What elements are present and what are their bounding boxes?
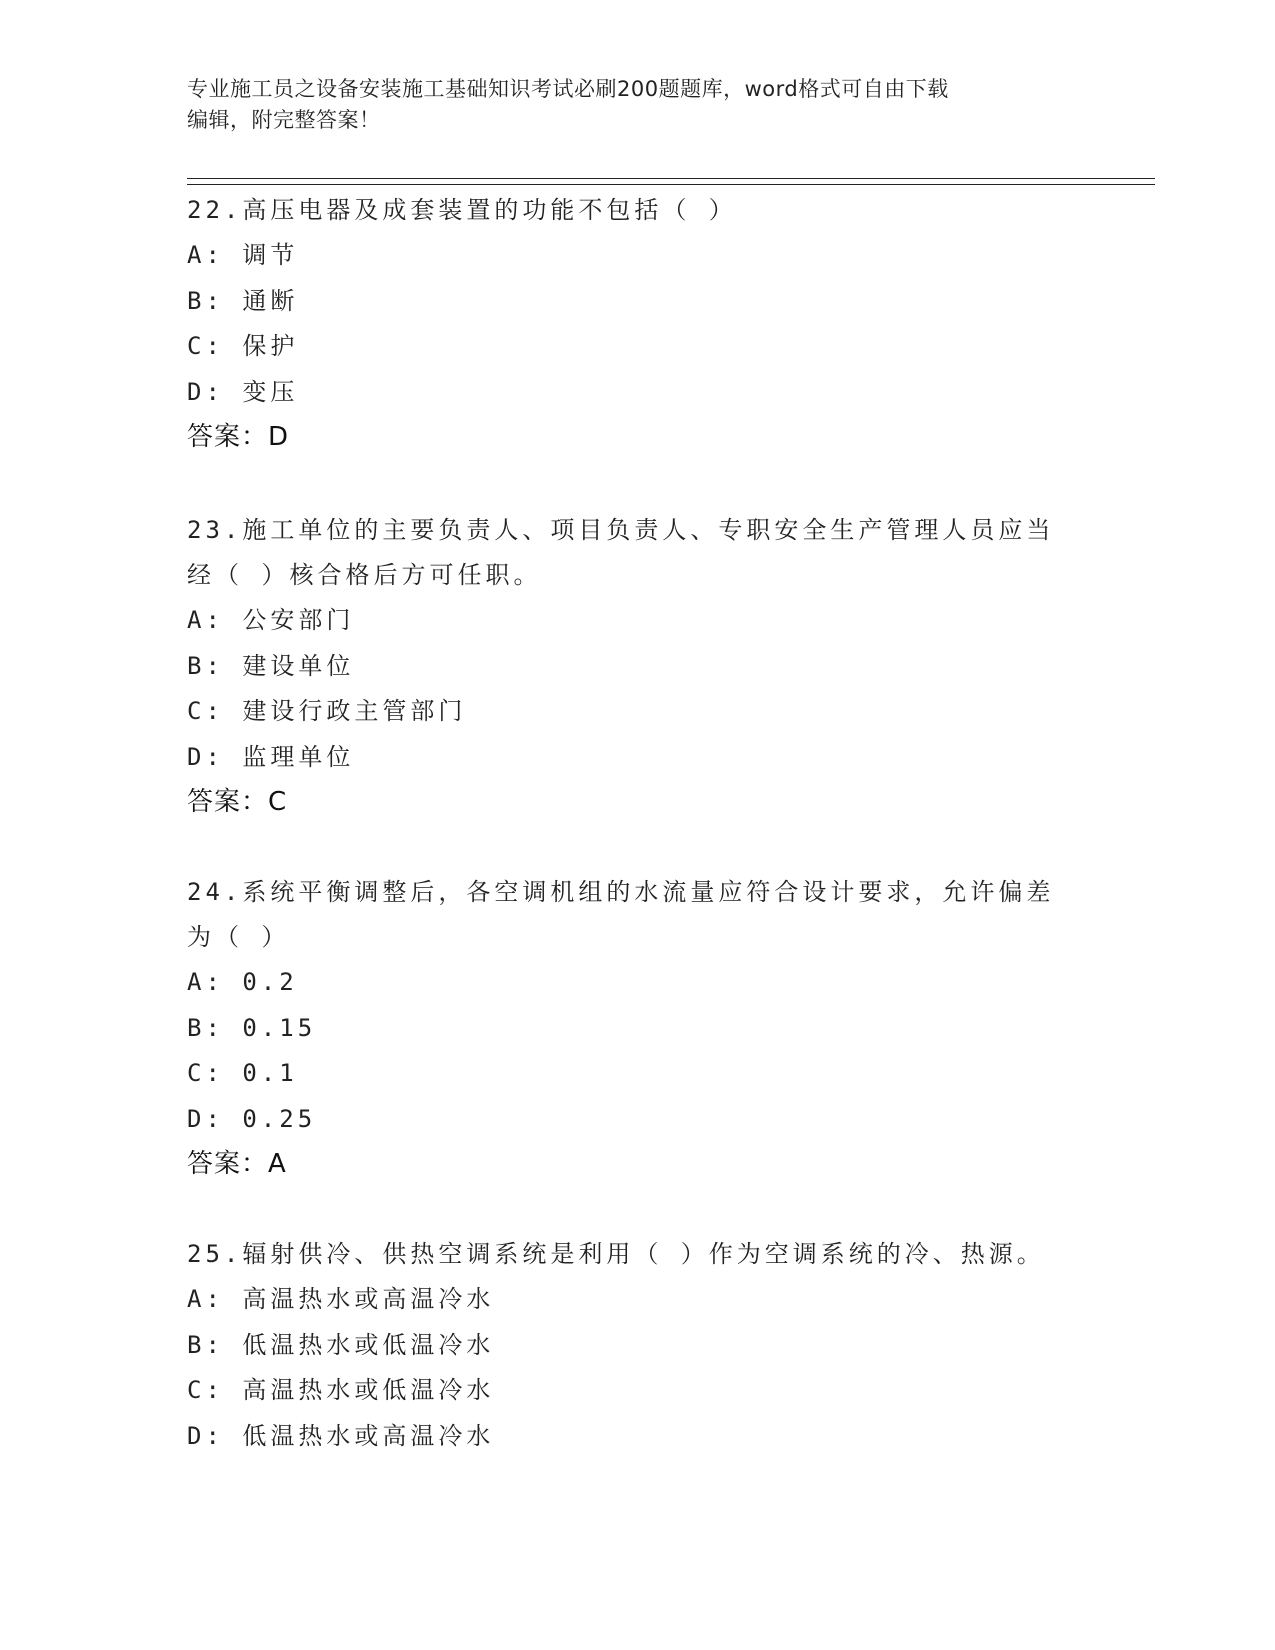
- question-stem-continued: 为（ ）: [187, 923, 290, 951]
- option-c: C: 高温热水或低温冷水: [187, 1376, 495, 1404]
- answer-line: 答案：A: [187, 1149, 287, 1179]
- option-c: C: 0.1: [187, 1059, 298, 1087]
- option-b: B: 通断: [187, 286, 299, 315]
- question-stem: 22.高压电器及成套装置的功能不包括（ ）: [187, 196, 737, 224]
- question-stem: 25.辐射供冷、供热空调系统是利用（ ）作为空调系统的冷、热源。: [187, 1240, 1045, 1268]
- option-a: A: 调节: [187, 241, 299, 269]
- option-d: D: 变压: [187, 377, 299, 406]
- header-divider-bottom: [187, 184, 1155, 185]
- question-stem: 23.施工单位的主要负责人、项目负责人、专职安全生产管理人员应当: [187, 516, 1055, 544]
- header-line-1: 专业施工员之设备安装施工基础知识考试必刷200题题库，word格式可自由下载: [187, 77, 949, 101]
- option-c: C: 建设行政主管部门: [187, 697, 467, 725]
- answer-line: 答案：D: [187, 422, 290, 452]
- option-d: D: 0.25: [187, 1104, 317, 1133]
- question-22: [187, 188, 1087, 460]
- option-b: B: 建设单位: [187, 651, 355, 680]
- question-25: [187, 1232, 1087, 1459]
- document-header: [187, 74, 1067, 136]
- option-c: C: 保护: [187, 332, 299, 360]
- question-stem-continued: 经（ ）核合格后方可任职。: [187, 561, 542, 589]
- option-d: D: 低温热水或高温冷水: [187, 1421, 495, 1450]
- option-a: A: 公安部门: [187, 606, 355, 634]
- option-a: A: 0.2: [187, 968, 298, 996]
- option-a: A: 高温热水或高温冷水: [187, 1285, 495, 1313]
- option-b: B: 低温热水或低温冷水: [187, 1330, 495, 1359]
- option-d: D: 监理单位: [187, 742, 355, 771]
- question-24: [187, 870, 1087, 1187]
- option-b: B: 0.15: [187, 1013, 317, 1042]
- header-line-2: 编辑，附完整答案！: [187, 108, 381, 132]
- question-23: [187, 508, 1087, 825]
- header-divider-top: [187, 178, 1155, 179]
- question-stem: 24.系统平衡调整后，各空调机组的水流量应符合设计要求，允许偏差: [187, 878, 1055, 906]
- answer-line: 答案：C: [187, 787, 288, 817]
